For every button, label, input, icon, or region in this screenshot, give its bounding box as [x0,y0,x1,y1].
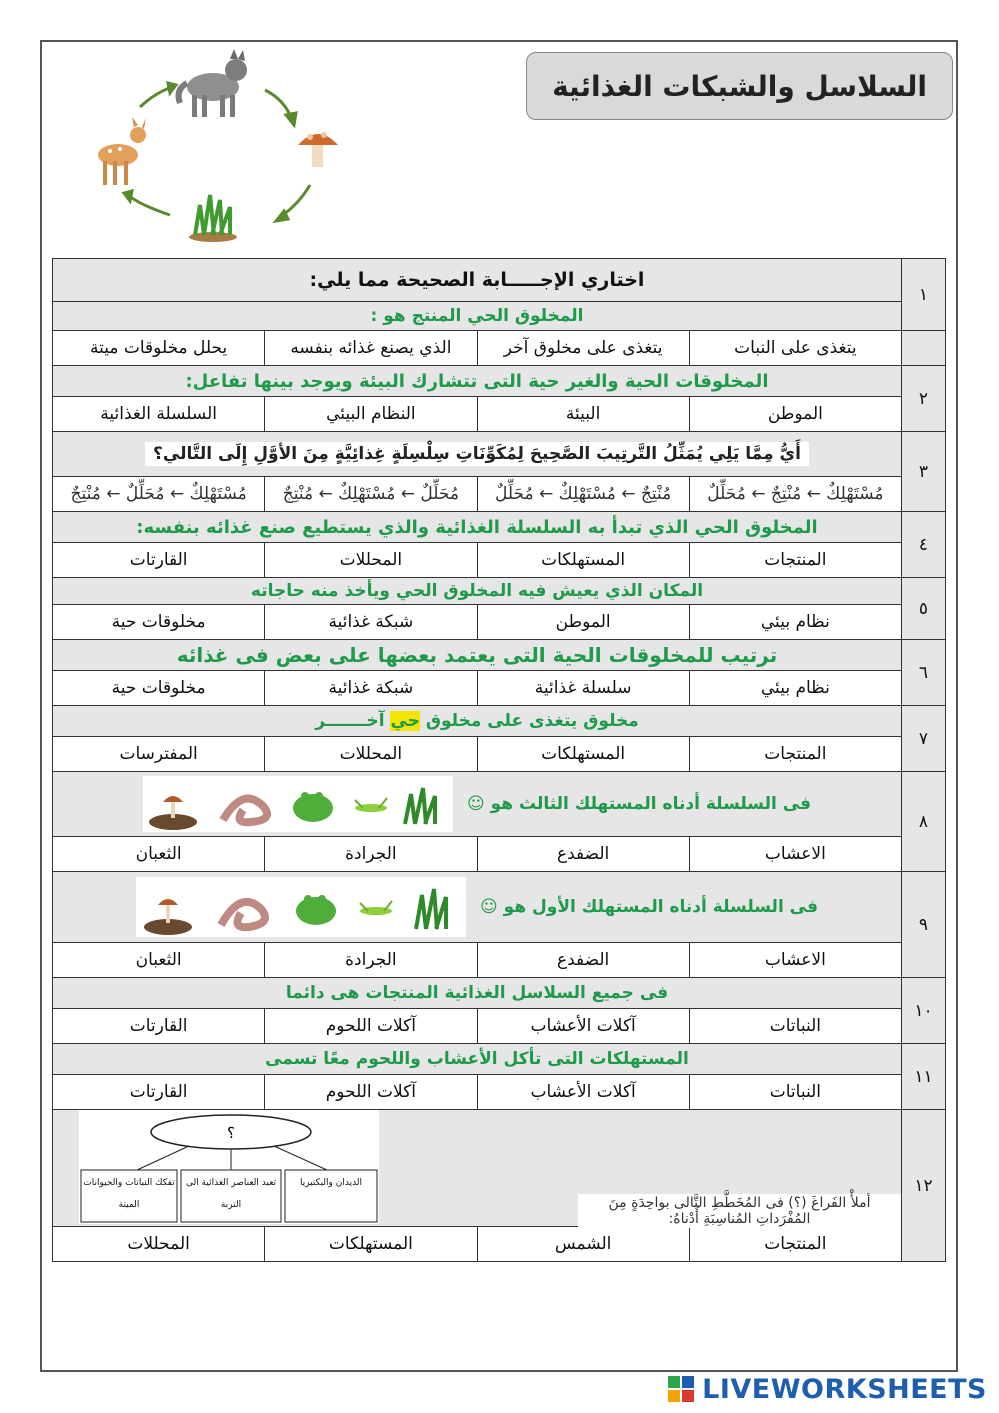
question-number: ٥ [902,578,946,640]
answer-option[interactable]: الضفدع [477,943,689,978]
answer-option[interactable]: مُنْتِجٌ ← مُسْتَهْلِكٌ ← مُحَلِّلٌ [477,477,689,512]
answer-option[interactable]: يحلل مخلوقات ميتة [53,331,265,366]
answer-option[interactable]: الجرادة [265,943,477,978]
question-6-text: ترتيب للمخلوقات الحية التى يعتمد بعضها على بعض فى غذائه [53,640,902,671]
frog-icon [296,895,336,925]
question-5-text: المكان الذي يعيش فيه المخلوق الحي ويأخذ منه حاجاته [53,578,902,605]
answer-option[interactable]: المستهلكات [477,737,689,772]
answer-option[interactable]: مُسْتَهْلِكٌ ← مُنْتِجٌ ← مُحَلِّلٌ [689,477,901,512]
logo-grid-icon [668,1376,696,1404]
answer-option[interactable]: آكلات الأعشاب [477,1075,689,1110]
question-number: ١٠ [902,978,946,1044]
answer-option[interactable]: سلسلة غذائية [477,671,689,706]
answer-option[interactable]: الشمس [477,1227,689,1262]
question-number: ٣ [902,432,946,512]
snake-icon [223,799,267,823]
grass-icon [189,195,237,242]
food-chain-pictures [136,877,466,937]
question-8-text: فى السلسلة أدناه المستهلك الثالث هو ☺ [466,794,812,814]
answer-option[interactable]: شبكة غذائية [265,671,477,706]
question-number: ٩ [902,872,946,978]
diagram-box-text: الديدان والبكتيريا [299,1178,363,1188]
grasshopper-icon [355,798,387,812]
wolf-icon [179,49,247,117]
grass-icon [416,889,446,929]
food-chain-pictures [143,776,453,832]
question-12-text: أملأْ الفَراغَ (؟) فى المُخَطَّطِ التَّالى بواحِدَةٍ مِنَ المُفْرَداتِ المُناسِبَةِ أَدْناهُ: [578,1194,901,1228]
question-number: ٧ [902,706,946,772]
answer-option[interactable]: الثعبان [53,837,265,872]
answer-option[interactable]: القارتات [53,1075,265,1110]
answer-option[interactable]: المنتجات [689,737,901,772]
brand-text: LIVEWORKSHEETS [702,1374,987,1405]
answer-option[interactable]: المحللات [53,1227,265,1262]
answer-option[interactable]: شبكة غذائية [265,605,477,640]
answer-option[interactable]: آكلات الأعشاب [477,1009,689,1044]
page-title-text: السلاسل والشبكات الغذائية [552,69,927,103]
smile-icon: ☺ [466,794,485,814]
question-number: ٢ [902,366,946,432]
deer-icon [98,117,146,185]
answer-option[interactable]: مُسْتَهْلِكٌ ← مُحَلِّلٌ ← مُنْتِجٌ [53,477,265,512]
question-number: ٤ [902,512,946,578]
question-number: ١٢ [902,1110,946,1262]
question-3-text: أَيُّ مِمَّا يَلِي يُمَثِّلُ التَّرتِيبَ الصَّحِيحَ لِمُكَوِّنَاتِ سِلْسِلَةٍ غِذائِيَّةٍ مِنَ الأوَّلِ إِلَى التَّالي؟ [145,442,809,466]
answer-option[interactable]: القارتات [53,543,265,578]
question-11-text: المستهلكات التى تأكل الأعشاب واللحوم معًا تسمى [53,1044,902,1075]
answer-option[interactable]: المفترسات [53,737,265,772]
question-7-text: مخلوق يتغذى على مخلوق حي آخـــــــر [53,706,902,737]
diagram-center-label: ؟ [227,1124,235,1142]
page-title [526,52,953,120]
answer-option[interactable]: الموطن [477,605,689,640]
answer-option[interactable]: النظام البيئي [265,397,477,432]
answer-option[interactable]: المحللات [265,543,477,578]
question-4-text: المخلوق الحي الذي تبدأ به السلسلة الغذائية والذي يستطيع صنع غذائه بنفسه: [53,512,902,543]
question-number: ١١ [902,1044,946,1110]
liveworksheets-logo[interactable] [668,1374,987,1405]
highlighted-word: حي [390,711,420,731]
decomposer-diagram [79,1110,379,1224]
answer-option[interactable]: الذي يصنع غذائه بنفسه [265,331,477,366]
grass-icon [405,788,435,824]
question-1-options [53,331,946,366]
answer-option[interactable]: المنتجات [689,543,901,578]
answer-option[interactable]: يتغذى على مخلوق آخر [477,331,689,366]
answer-option[interactable]: المنتجات [689,1227,901,1262]
instruction-heading: اختاري الإجـــــابة الصحيحة مما يلي: [53,259,902,302]
cycle-arrows [124,83,310,221]
smile-icon: ☺ [480,897,498,917]
food-cycle-illustration [80,45,350,245]
answer-option[interactable]: الموطن [689,397,901,432]
question-number: ٨ [902,772,946,872]
diagram-box-text: تعيد العناصر الغذائية الى التربة [185,1178,277,1210]
answer-option[interactable]: النباتات [689,1009,901,1044]
mushroom-icon [149,796,197,830]
frog-icon [293,792,333,822]
answer-option[interactable]: القارتات [53,1009,265,1044]
mushroom-icon [298,132,338,167]
answer-option[interactable]: آكلات اللحوم [265,1075,477,1110]
mushroom-icon [144,899,192,935]
answer-option[interactable]: المستهلكات [477,543,689,578]
answer-option[interactable]: المحللات [265,737,477,772]
answer-option[interactable]: نظام بيئي [689,671,901,706]
answer-option[interactable]: آكلات اللحوم [265,1009,477,1044]
question-1-text: المخلوق الحي المنتج هو : [53,302,902,331]
answer-option[interactable]: النباتات [689,1075,901,1110]
question-1-header [53,259,946,302]
question-9-text: فى السلسلة أدناه المستهلك الأول هو ☺ [480,897,819,917]
answer-option[interactable]: الاعشاب [689,943,901,978]
answer-option[interactable]: السلسلة الغذائية [53,397,265,432]
question-10-text: فى جميع السلاسل الغذائية المنتجات هى دائما [53,978,902,1009]
diagram-box-text: تفكك النباتات والحيوانات الميتة [83,1178,175,1210]
answer-option[interactable]: مُحَلِّلٌ ← مُسْتَهْلِكٌ ← مُنْتِجٌ [265,477,477,512]
question-number: ٦ [902,640,946,706]
grasshopper-icon [360,901,392,915]
answer-option[interactable]: الاعشاب [689,837,901,872]
answer-option[interactable]: الجرادة [265,837,477,872]
question-2-text: المخلوقات الحية والغير حية التى تتشارك البيئة ويوجد بينها تفاعل: [53,366,902,397]
question-number: ١ [902,259,946,331]
answer-option[interactable]: نظام بيئي [689,605,901,640]
answer-option[interactable]: يتغذى على النبات [689,331,901,366]
answer-option[interactable]: الثعبان [53,943,265,978]
answer-option[interactable]: الضفدع [477,837,689,872]
answer-option[interactable]: المستهلكات [265,1227,477,1262]
answer-option[interactable]: مخلوقات حية [53,671,265,706]
answer-option[interactable]: البيئة [477,397,689,432]
answer-option[interactable]: مخلوقات حية [53,605,265,640]
snake-icon [221,902,265,927]
quiz-table [52,258,946,1262]
